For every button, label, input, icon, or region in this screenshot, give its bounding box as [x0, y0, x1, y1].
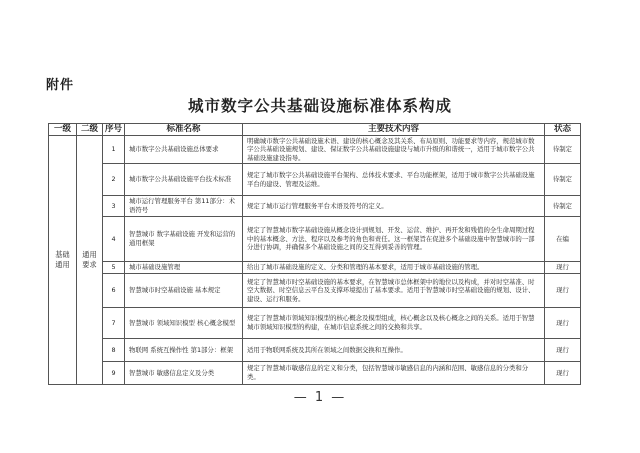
row-name: 城市运行管理服务平台 第11部分：术语符号 [125, 196, 243, 217]
table-row [49, 164, 581, 196]
row-content: 给出了城市基础设施的定义、分类和管理的基本要求，适用于城市基础设施的管理。 [243, 262, 545, 274]
row-content: 规定了智慧城市敏感信息的定义和分类，包括智慧城市敏感信息的内涵和范围、敏感信息的分类和分类。 [243, 362, 545, 385]
row-content: 规定了城市数字公共基础设施平台架构、总体技术要求、平台功能框架，适用于城市数字公共基础设施平台的建设、管理及运维。 [243, 164, 545, 196]
table-row [49, 217, 581, 262]
table-row [49, 262, 581, 274]
row-status: 现行 [545, 362, 581, 385]
page-title: 城市数字公共基础设施标准体系构成 [187, 97, 452, 115]
row-number: 9 [103, 362, 125, 385]
table-row [49, 362, 581, 385]
attachment-label: 附件 [46, 78, 75, 93]
row-number: 3 [103, 196, 125, 217]
row-name: 智慧城市 敏感信息定义及分类 [125, 362, 243, 385]
level2-cell: 通用要求 [77, 136, 103, 385]
row-name: 物联网 系统互操作性 第1部分：框架 [125, 339, 243, 362]
table-row [49, 274, 581, 308]
row-number: 5 [103, 262, 125, 274]
row-status: 在编 [545, 217, 581, 262]
header-standard-name: 标准名称 [125, 124, 243, 136]
row-number: 1 [103, 136, 125, 164]
header-number: 序号 [103, 124, 125, 136]
row-status: 待制定 [545, 164, 581, 196]
row-content: 规定了智慧城市数字基础设施从概念设计到规划、开发、运营、维护、再开发和残值的全生命周期过程中的基本概念、方法、程序以及参考的角色和责任。这一框架旨在促进多个基础设施中智慧城市的一部分进行协调，并确保多个基础设施之间的交互得到妥善的管理。 [243, 217, 545, 262]
row-status: 现行 [545, 308, 581, 339]
table-row [49, 196, 581, 217]
header-level2: 二级 [77, 124, 103, 136]
row-number: 6 [103, 274, 125, 308]
row-name: 城市数字公共基础设施总体要求 [125, 136, 243, 164]
table-header-row [49, 124, 581, 136]
header-status: 状态 [545, 124, 581, 136]
row-number: 4 [103, 217, 125, 262]
row-number: 8 [103, 339, 125, 362]
row-content: 规定了智慧城市领域知识模型的核心概念及模型组成，核心概念以及核心概念之间的关系。适用于智慧城市领域知识模型的构建，在城市信息系统之间的交换和共享。 [243, 308, 545, 339]
row-number: 7 [103, 308, 125, 339]
table-row [49, 308, 581, 339]
row-content: 规定了智慧城市时空基础设施的基本要求，在智慧城市总体框架中的地位以及构成，并对时空基准、时空大数据、时空信息云平台及支撑环境提出了基本要求。适用于智慧城市时空基础设施的规划、设计、建设、运行和服务。 [243, 274, 545, 308]
row-content: 适用于物联网系统及其所在领域之间数据交换和互操作。 [243, 339, 545, 362]
row-number: 2 [103, 164, 125, 196]
table-row [49, 339, 581, 362]
standards-table [48, 123, 581, 385]
row-name: 城市数字公共基础设施平台技术标准 [125, 164, 243, 196]
row-name: 城市基础设施管理 [125, 262, 243, 274]
row-status: 待制定 [545, 196, 581, 217]
row-status: 现行 [545, 262, 581, 274]
row-name: 智慧城市 领域知识模型 核心概念模型 [125, 308, 243, 339]
row-name: 智慧城市 数字基础设施 开发和运营的通用框架 [125, 217, 243, 262]
row-content: 规定了城市运行管理服务平台术语及符号的定义。 [243, 196, 545, 217]
header-level1: 一级 [49, 124, 77, 136]
level1-cell: 基础通用 [49, 136, 77, 385]
header-content: 主要技术内容 [243, 124, 545, 136]
row-content: 明确城市数字公共基础设施术语、建设的核心概念及其关系、布局原则、功能要求等内容，规范城市数字公共基础设施规划、建设、保证数字公共基础设施建设与城市升级的和谐统一，适用于城市数字公共基础设施建设指导。 [243, 136, 545, 164]
row-status: 待制定 [545, 136, 581, 164]
row-status: 现行 [545, 274, 581, 308]
table-row [49, 136, 581, 164]
row-name: 智慧城市时空基础设施 基本规定 [125, 274, 243, 308]
page-number: — 1 — [293, 390, 347, 405]
row-status: 现行 [545, 339, 581, 362]
